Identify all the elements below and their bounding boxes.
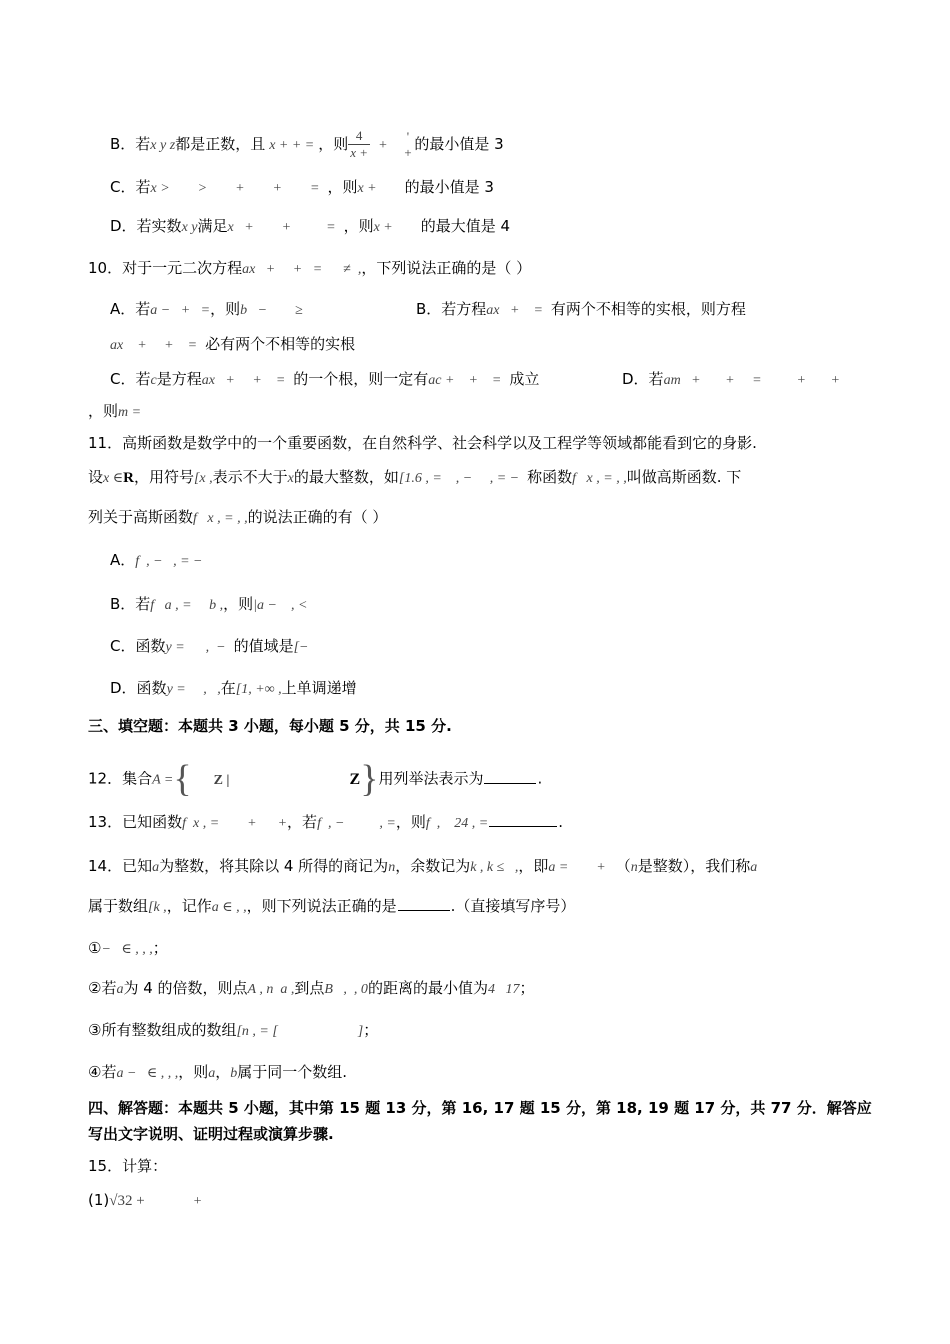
q10-option-d-cont: ，则m = [88, 402, 142, 420]
q13: 13．已知函数f x , = + +，若f , − , =，则f , 24 , = . [88, 813, 563, 831]
q10-stem: 10．对于一元二次方程ax + + = ≠ ,，下列说法正确的是（ ） [88, 259, 532, 277]
q14-statement-1: ①− ∈ , , ,； [88, 939, 168, 957]
q15-part-1: (1)√32 + + [88, 1191, 203, 1209]
q11-option-a: A．f , − , = − [110, 551, 203, 569]
section-4-heading-line1: 四、解答题：本题共 5 小题，其中第 15 题 13 分，第 16, 17 题 15 分，第 18, 19 题 17 分，共 77 分．解答应 [88, 1099, 872, 1117]
q11-option-c: C．函数y = , − 的值域是[− [110, 637, 309, 655]
q14-line1: 14．已知a为整数，将其除以 4 所得的商记为n，余数记为k , k ≤ ,，即a = + （n是整数），我们称a [88, 857, 758, 875]
section-4-heading-line2: 写出文字说明、证明过程或演算步骤. [88, 1125, 334, 1143]
q11-stem-line2: 设x ∈R，用符号[x ,表示不大于x的最大整数，如[1.6 , = , − , = − 称函数f x , = , ,叫做高斯函数. 下 [88, 468, 742, 486]
q10-option-d: D．若am + + = + + [622, 370, 840, 388]
q14-statement-3: ③所有整数组成的数组[n , = [ ]； [88, 1021, 379, 1039]
q13-answer-blank[interactable] [489, 812, 557, 827]
q14-line2: 属于数组[k ,，记作a ∈ , ,，则下列说法正确的是 .（直接填写序号） [88, 897, 576, 915]
q9-option-b: B．若x y z都是正数，且 x + + = ，则 $\frac{4}{x +}$ + ' + 的最小值是 3 [110, 128, 504, 160]
q12-answer-blank[interactable] [484, 769, 536, 784]
q14-answer-blank[interactable] [398, 896, 450, 911]
q11-option-b: B．若f a , = b ,，则|a − , < [110, 595, 308, 613]
q11-stem-line1: 11．高斯函数是数学中的一个重要函数，在自然科学、社会科学以及工程学等领域都能看到它的身影. [88, 434, 757, 452]
q10-option-a: A．若a − + =，则b − ≥ [110, 300, 303, 318]
q15-stem: 15．计算： [88, 1157, 168, 1175]
fraction: $\frac{4}{x +}$ [350, 128, 369, 160]
q11-option-d: D．函数y = , ,在[1, +∞ ,上单调递增 [110, 679, 357, 697]
q12: 12．集合A ={ Z | Z}用列举法表示为 . [88, 758, 543, 800]
q9-option-c: C．若x > > + + = ，则x + 的最小值是 3 [110, 178, 494, 196]
q14-statement-2: ②若a为 4 的倍数，则点A , n a ,到点B , , 0的距离的最小值为4 17； [88, 979, 535, 997]
q10-option-b: B．若方程ax + = 有两个不相等的实根，则方程 [416, 300, 746, 318]
q11-stem-line3: 列关于高斯函数f x , = , ,的说法正确的有（ ） [88, 508, 388, 526]
q10-option-b-cont: ax + + = 必有两个不相等的实根 [110, 335, 356, 353]
q9-option-d: D．若实数x y满足x + + = ，则x + 的最大值是 4 [110, 217, 511, 235]
q14-statement-4: ④若a − ∈ , , ,，则a，b属于同一个数组. [88, 1063, 348, 1081]
q10-option-c: C．若c是方程ax + + = 的一个根，则一定有ac + + = 成立 [110, 370, 540, 388]
section-3-heading: 三、填空题：本题共 3 小题，每小题 5 分，共 15 分. [88, 717, 452, 735]
